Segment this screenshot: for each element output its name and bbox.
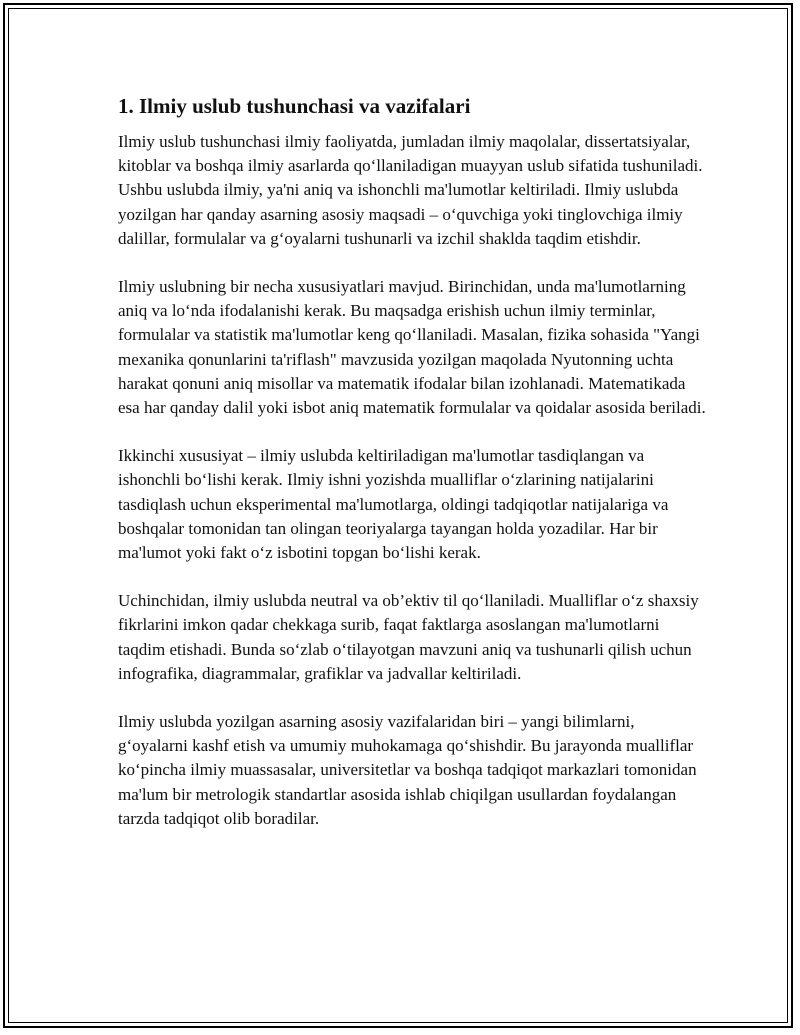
document-body xyxy=(118,92,708,855)
paragraph-2: Ilmiy uslubning bir necha xususiyatlari mavjud. Birinchidan, unda ma'lumotlarning aniq va lo‘nda ifodalanishi kerak. Bu maqsadga erishish uchun ilmiy terminlar, formulalar va statistik ma'lumotlar keng qo‘llaniladi. Masalan, fizika sohasida "Yangi mexanika qonunlarini ta'riflash" mavzusida yozilgan maqolada Nyutonning uchta harakat qonuni aniq misollar va matematik ifodalar bilan izohlanadi. Matematikada esa har qanday dalil yoki isbot aniq matematik formulalar va qoidalar asosida beriladi. xyxy=(118,277,706,418)
paragraph-4: Uchinchidan, ilmiy uslubda neutral va ob’ektiv til qo‘llaniladi. Mualliflar o‘z shaxsiy fikrlarini imkon qadar chekkaga surib, faqat faktlarga asoslangan ma'lumotlarni taqdim etishadi. Bunda so‘zlab o‘tilayotgan mavzuni aniq va tushunarli qilish uchun infografika, diagrammalar, grafiklar va jadvallar keltiriladi. xyxy=(118,591,699,683)
paragraph-3: Ikkinchi xususiyat – ilmiy uslubda keltiriladigan ma'lumotlar tasdiqlangan va ishonchli bo‘lishi kerak. Ilmiy ishni yozishda mualliflar o‘zlarining natijalarini tasdiqlash uchun eksperimental ma'lumotlarga, oldingi tadqiqotlar natijalariga va boshqalar tomonidan tan olingan teoriyalarga tayangan holda yozadilar. Har bir ma'lumot yoki fakt o‘z isbotini topgan bo‘lishi kerak. xyxy=(118,446,669,563)
paragraph-1: Ilmiy uslub tushunchasi ilmiy faoliyatda, jumladan ilmiy maqolalar, dissertatsiyalar, kitoblar va boshqa ilmiy asarlarda qo‘llaniladigan muayyan uslub sifatida tushuniladi. Ushbu uslubda ilmiy, ya'ni aniq va ishonchli ma'lumotlar keltiriladi. Ilmiy uslubda yozilgan har qanday asarning asosiy maqsadi – o‘quvchiga yoki tinglovchiga ilmiy dalillar, formulalar va g‘oyalarni tushunarli va izchil shaklda taqdim etishdir. xyxy=(118,132,703,248)
paragraph-5: Ilmiy uslubda yozilgan asarning asosiy vazifalaridan biri – yangi bilimlarni, g‘oyalarni kashf etish va umumiy muhokamaga qo‘shishdir. Bu jarayonda mualliflar ko‘pincha ilmiy muassasalar, universitetlar va boshqa tadqiqot markazlari tomonidan ma'lum bir metrologik standartlar asosida ishlab chiqilgan usullardan foydalangan tarzda tadqiqot olib boradilar. xyxy=(118,712,697,828)
section-title: 1. Ilmiy uslub tushunchasi va vazifalari xyxy=(118,94,471,118)
